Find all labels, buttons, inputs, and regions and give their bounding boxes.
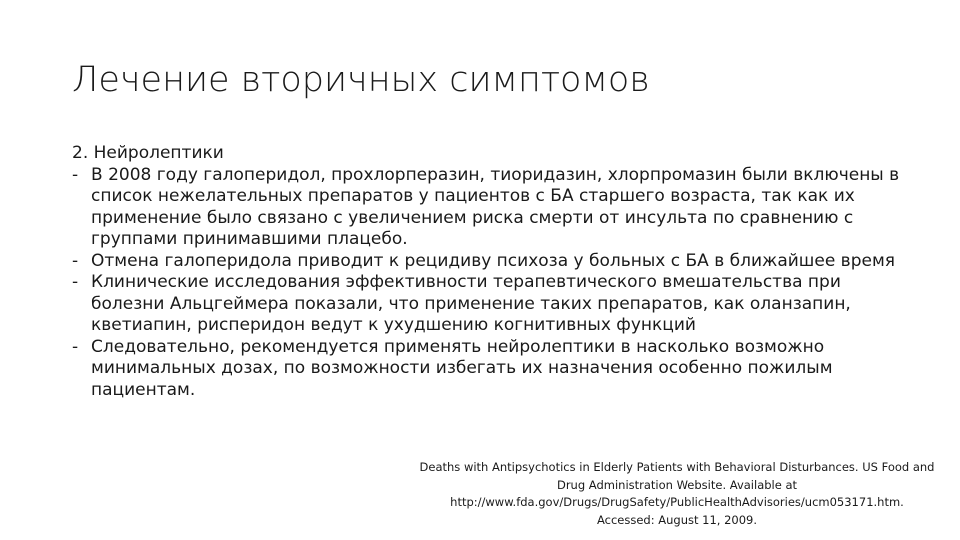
bullet-dash: - — [72, 336, 79, 357]
bullet-item — [72, 337, 902, 402]
slide-title: Лечение вторичных симптомов — [72, 60, 650, 100]
citation — [412, 459, 942, 529]
bullet-item — [72, 251, 902, 273]
bullet-dash: - — [72, 250, 79, 271]
bullet-list — [72, 165, 902, 402]
bullet-text: Отмена галоперидола приводит к рецидиву психоза у больных с БА в ближайшее время — [91, 250, 895, 271]
citation-link: http://www.fda.gov/Drugs/DrugSafety/PublicHealthAdvisories/ucm053171.htm. — [450, 495, 904, 509]
bullet-text: В 2008 году галоперидол, прохлорперазин, тиоридазин, хлорпромазин были включены в список нежелательных препаратов у пациентов с БА старшего возраста, так как их применение было связано с увеличением риска смерти от инсульта по сравнению с группами принимавшими плацебо. — [91, 164, 900, 249]
citation-line: Deaths with Antipsychotics in Elderly Patients with Behavioral Disturbances. US Food and — [419, 460, 935, 474]
bullet-text: Клинические исследования эффективности терапевтического вмешательства при болезни Альцгеймера показали, что применение таких препаратов, как оланзапин, кветиапин, рисперидон ведут к ухудшению когнитивных функций — [91, 272, 851, 335]
slide-body — [72, 143, 902, 401]
citation-line: Accessed: August 11, 2009. — [596, 512, 758, 527]
bullet-text: Следовательно, рекомендуется применять нейролептики в насколько возможно минимальных дозах, по возможности избегать их назначения особенно пожилым пациентам. — [91, 336, 833, 400]
bullet-item — [72, 272, 902, 337]
section-subheading: 2. Нейролептики — [72, 143, 224, 163]
bullet-dash: - — [72, 272, 79, 292]
bullet-dash: - — [72, 164, 79, 185]
bullet-item — [72, 165, 902, 251]
citation-line: Drug Administration Website. Available at — [556, 477, 798, 492]
